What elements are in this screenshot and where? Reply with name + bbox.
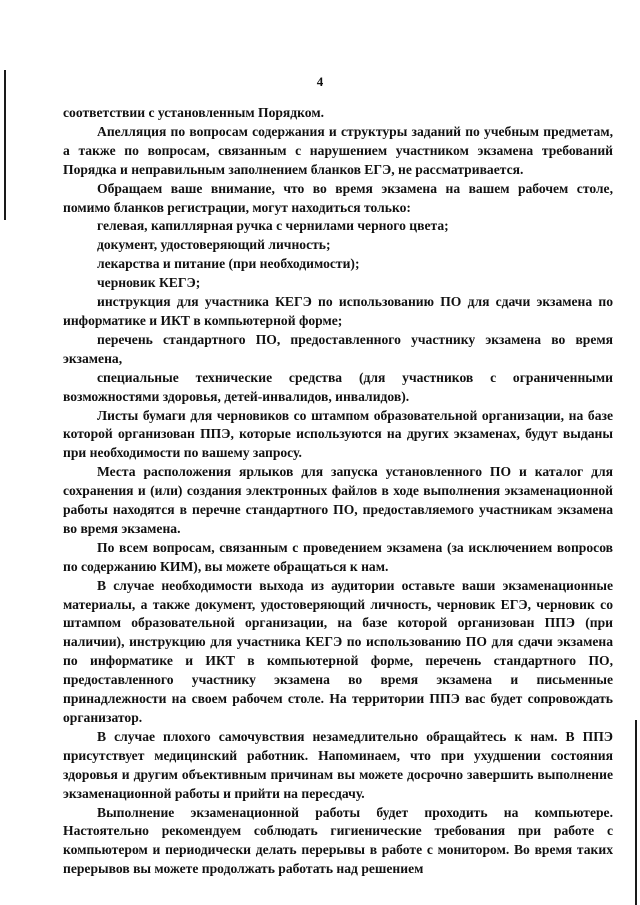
paragraph-questions: По всем вопросам, связанным с проведением экзамена (за исключением вопросов по содержанию КИМ), вы можете обращаться к нам. (63, 539, 613, 574)
scan-edge-left (4, 70, 6, 220)
list-item-medicine: лекарства и питание (при необходимости); (97, 256, 360, 272)
list-item-pen: гелевая, капиллярная ручка с чернилами черного цвета; (97, 218, 449, 234)
document-body (63, 104, 613, 879)
paragraph-health: В случае плохого самочувствия незамедлительно обращайтесь к нам. В ППЭ присутствует медицинский работник. Напоминаем, что при ухудшении состояния здоровья и другим объективным причинам вы можете досрочно завершить выполнение экзаменационной работы и прийти на пересдачу. (63, 728, 613, 801)
scan-edge-right (635, 720, 637, 905)
list-item-instruction: инструкция для участника КЕГЭ по использованию ПО для сдачи экзамена по информатике и ИКТ в компьютерной форме; (63, 294, 613, 328)
list-item-special-equipment: специальные технические средства (для участников с ограниченными возможностями здоровья, детей-инвалидов, инвалидов). (63, 369, 613, 404)
list-item-software-list: перечень стандартного ПО, предоставленного участнику экзамена во время экзамена, (63, 331, 613, 366)
paragraph-computer-work: Выполнение экзаменационной работы будет проходить на компьютере. Настоятельно рекомендуем соблюдать гигиенические требования при работе с компьютером и периодически делать перерывы в работе с монитором. Во время таких перерывов вы можете продолжать работать над решением (63, 804, 613, 877)
paragraph-shortcuts: Места расположения ярлыков для запуска установленного ПО и каталог для сохранения и (или) создания электронных файлов в ходе выполнения экзаменационной работы находятся в перечне стандартного ПО, предоставляемого участникам экзамена во время экзамена. (63, 464, 613, 536)
page-number: 4 (316, 74, 324, 89)
list-item-draft: черновик КЕГЭ; (97, 275, 201, 291)
list-item-id-document: документ, удостоверяющий личность; (97, 237, 331, 253)
paragraph-continuation: соответствии с установленным Порядком. (63, 105, 325, 120)
paragraph-appeal: Апелляция по вопросам содержания и структуры заданий по учебным предметам, а также по вопросам, связанным с нарушением участником экзамена требований Порядка и неправильным заполнением бланков ЕГЭ, не рассматривается. (63, 123, 613, 177)
paragraph-draft-sheets: Листы бумаги для черновиков со штампом образовательной организации, на базе которой организован ППЭ, которые используются на других экзаменах, будут выданы при необходимости по вашему запросу. (63, 407, 613, 461)
paragraph-leaving-room: В случае необходимости выхода из аудитории оставьте ваши экзаменационные материалы, а также документ, удостоверяющий личность, черновик ЕГЭ, черновик со штампом образовательной организации, на базе которой организован ППЭ (при наличии), инструкцию для участника КЕГЭ по использованию ПО для сдачи экзамена по информатике и ИКТ в компьютерной форме, перечень стандартного ПО, предоставленного участнику экзамена во время экзамена и письменные принадлежности на своем рабочем столе. На территории ППЭ вас будет сопровождать организатор. (63, 577, 613, 725)
paragraph-desk-items-intro: Обращаем ваше внимание, что во время экзамена на вашем рабочем столе, помимо бланков регистрации, могут находиться только: (63, 180, 613, 215)
